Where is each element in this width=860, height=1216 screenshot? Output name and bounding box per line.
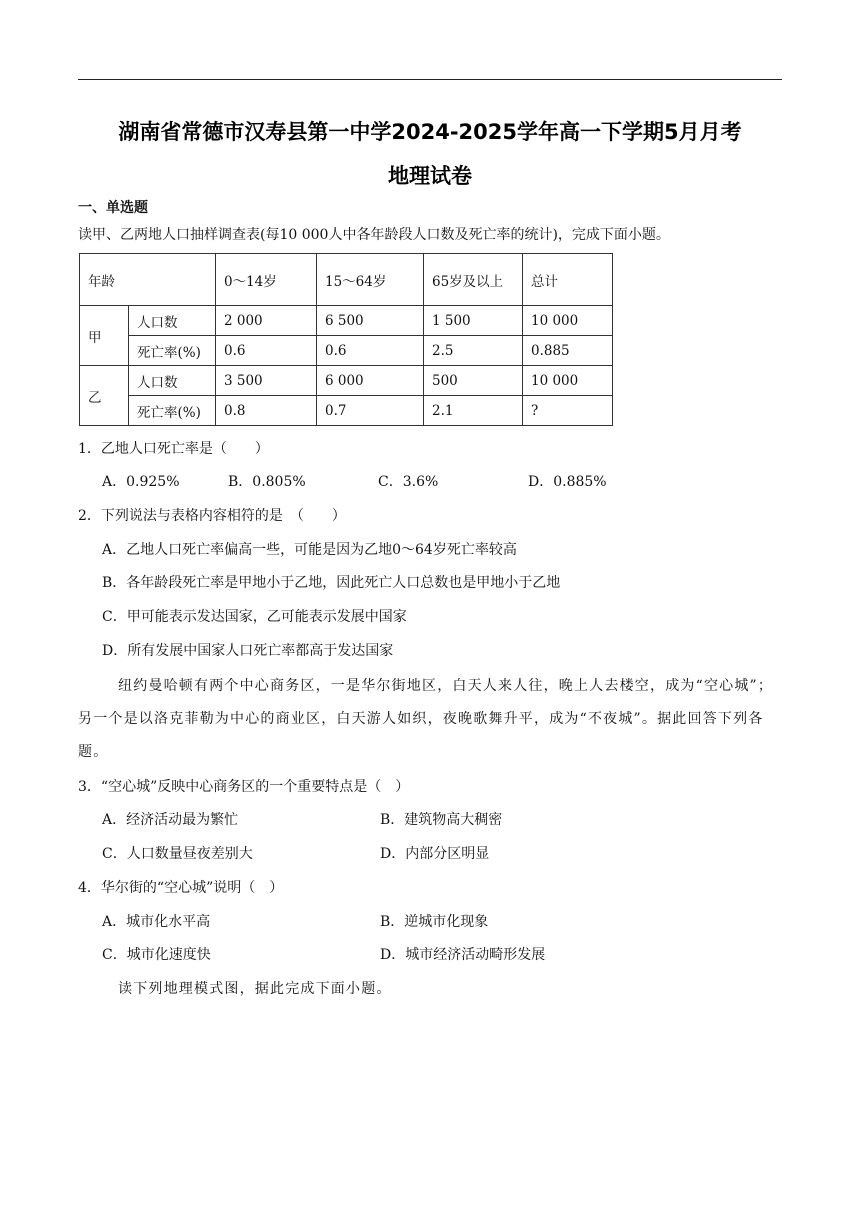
table-cell: 3 500 bbox=[216, 366, 317, 396]
table-header-row bbox=[80, 254, 613, 306]
table-cell: 10 000 bbox=[523, 306, 613, 336]
header-rule bbox=[78, 79, 782, 80]
table-cell: 2.5 bbox=[424, 336, 523, 366]
question-4-option-c[interactable]: C．城市化速度快 bbox=[102, 947, 211, 963]
header-cell-total: 总计 bbox=[523, 254, 613, 306]
row-label: 死亡率(%) bbox=[129, 336, 216, 366]
question-3-stem: 3．“空心城”反映中心商务区的一个重要特点是（ ） bbox=[78, 779, 410, 795]
question-1-option-a[interactable]: A．0.925% bbox=[102, 474, 180, 490]
section-heading: 一、单选题 bbox=[78, 200, 148, 216]
question-1-option-b[interactable]: B．0.805% bbox=[228, 474, 306, 490]
page-title: 湖南省常德市汉寿县第一中学2024-2025学年高一下学期5月月考 bbox=[118, 120, 742, 144]
passage-line: 题。 bbox=[78, 744, 109, 760]
header-cell-65-plus: 65岁及以上 bbox=[424, 254, 523, 306]
question-3-option-a[interactable]: A．经济活动最为繁忙 bbox=[102, 812, 239, 828]
question-3-option-b[interactable]: B．建筑物高大稠密 bbox=[380, 812, 503, 828]
table-row bbox=[80, 336, 613, 366]
question-4-stem: 4．华尔街的“空心城”说明（ ） bbox=[78, 880, 284, 896]
table-cell: 1 500 bbox=[424, 306, 523, 336]
question-4-option-d[interactable]: D．城市经济活动畸形发展 bbox=[380, 947, 546, 963]
table-cell: 0.8 bbox=[216, 396, 317, 426]
table-cell: 0.885 bbox=[523, 336, 613, 366]
question-4-option-b[interactable]: B．逆城市化现象 bbox=[380, 914, 489, 930]
closing-instruction: 读下列地理模式图，据此完成下面小题。 bbox=[118, 981, 392, 997]
table-cell: 500 bbox=[424, 366, 523, 396]
group-label-yi: 乙 bbox=[80, 366, 129, 426]
question-3-option-c[interactable]: C．人口数量昼夜差别大 bbox=[102, 846, 253, 862]
header-cell-age: 年龄 bbox=[80, 254, 216, 306]
passage-line: 纽约曼哈顿有两个中心商务区，一是华尔街地区，白天人来人往，晚上人去楼空，成为“空心城”； bbox=[118, 678, 774, 694]
table-cell: 0.7 bbox=[317, 396, 424, 426]
population-table bbox=[79, 253, 613, 426]
question-1-option-c[interactable]: C．3.6% bbox=[378, 474, 439, 490]
question-1-option-d[interactable]: D．0.885% bbox=[528, 474, 607, 490]
header-cell-15-64: 15～64岁 bbox=[317, 254, 424, 306]
page-subtitle: 地理试卷 bbox=[388, 164, 472, 188]
table-cell: 6 000 bbox=[317, 366, 424, 396]
table-row bbox=[80, 306, 613, 336]
table-cell: 10 000 bbox=[523, 366, 613, 396]
question-3-option-d[interactable]: D．内部分区明显 bbox=[380, 846, 490, 862]
table-cell: 2 000 bbox=[216, 306, 317, 336]
row-label: 人口数 bbox=[129, 366, 216, 396]
table-cell: 0.6 bbox=[216, 336, 317, 366]
table-row bbox=[80, 396, 613, 426]
group-label-jia: 甲 bbox=[80, 306, 129, 366]
row-label: 人口数 bbox=[129, 306, 216, 336]
question-2-option-c[interactable]: C．甲可能表示发达国家，乙可能表示发展中国家 bbox=[102, 609, 407, 625]
question-1-stem: 1．乙地人口死亡率是（ ） bbox=[78, 441, 269, 457]
row-label: 死亡率(%) bbox=[129, 396, 216, 426]
table-intro: 读甲、乙两地人口抽样调查表(每10 000人中各年龄段人口数及死亡率的统计)，完成下面小题。 bbox=[78, 227, 670, 243]
question-2-option-b[interactable]: B．各年龄段死亡率是甲地小于乙地，因此死亡人口总数也是甲地小于乙地 bbox=[102, 575, 561, 591]
question-4-option-a[interactable]: A．城市化水平高 bbox=[102, 914, 211, 930]
table-cell: ? bbox=[523, 396, 613, 426]
table-cell: 6 500 bbox=[317, 306, 424, 336]
table-row bbox=[80, 366, 613, 396]
question-2-stem: 2．下列说法与表格内容相符的是 （ ） bbox=[78, 508, 346, 524]
table-cell: 2.1 bbox=[424, 396, 523, 426]
question-2-option-d[interactable]: D．所有发展中国家人口死亡率都高于发达国家 bbox=[102, 643, 394, 659]
header-cell-0-14: 0～14岁 bbox=[216, 254, 317, 306]
question-2-option-a[interactable]: A．乙地人口死亡率偏高一些，可能是因为乙地0～64岁死亡率较高 bbox=[102, 542, 517, 558]
table-cell: 0.6 bbox=[317, 336, 424, 366]
passage-line: 另一个是以洛克菲勒为中心的商业区，白天游人如织，夜晚歌舞升平，成为“不夜城”。据此回答下列各 bbox=[78, 711, 764, 727]
